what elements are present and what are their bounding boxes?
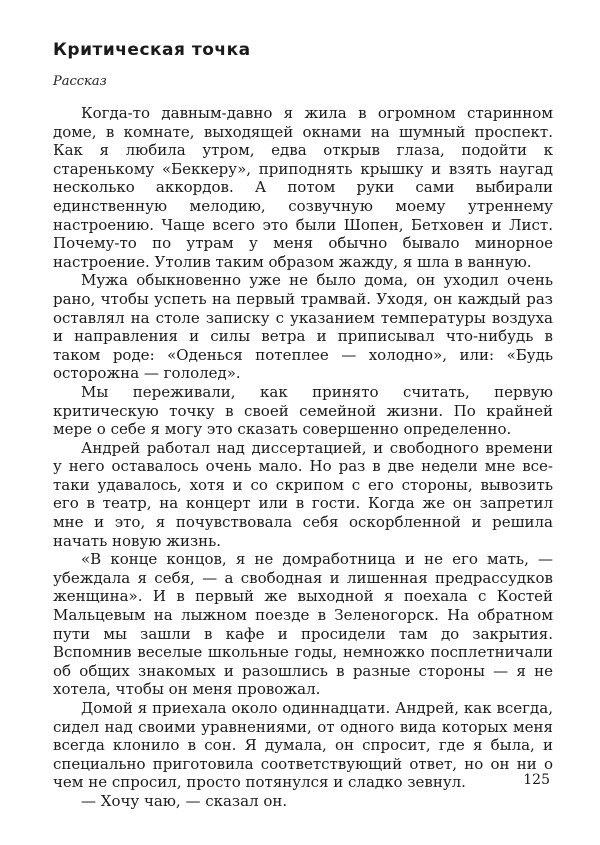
paragraph-2: Мужа обыкновенно уже не было дома, он уходил очень рано, чтобы успеть на первый трамвай. Уходя, он каждый раз оставлял на столе записку с указанием температуры воздуха и направления и силы ветра и приписывал что-нибудь в таком роде: «Оденься потеплее — холодно», или: «Будь осторожна — гололед». bbox=[53, 271, 553, 383]
paragraph-1: Когда-то давным-давно я жила в огромном старинном доме, в комнате, выходящей окнами на шумный проспект. Как я любила утром, едва открыв глаза, подойти к старенькому «Беккеру», приподнять крышку и взять наугад несколько аккордов. А потом руки сами выбирали единственную мелодию, созвучную моему утреннему настроению. Чаще всего это были Шопен, Бетховен и Лист. Почему-то по утрам у меня обычно бывало минорное настроение. Утолив таким образом жажду, я шла в ванную. bbox=[53, 104, 553, 271]
page-number: 125 bbox=[523, 772, 550, 788]
paragraph-7: — Хочу чаю, — сказал он. bbox=[81, 791, 288, 810]
story-body bbox=[53, 104, 553, 811]
paragraph-5: «В конце концов, я не домработница и не его мать, — убеждала я себя, — а свободная и лишенная предрассудков женщина». И в первый же выходной я поехала с Костей Мальцевым на лыжном поезде в Зеленогорск. На обратном пути мы зашли в кафе и просидели там до закрытия. Вспомнив веселые школьные годы, немножко посплетничали об общих знакомых и разошлись в разные стороны — я не хотела, чтобы он меня провожал. bbox=[53, 550, 553, 699]
paragraph-4: Андрей работал над диссертацией, и свободного времени у него оставалось очень мало. Но раз в две недели мне все-таки удавалось, хотя и со скрипом с его стороны, вывозить его в театр, на концерт или в гости. Когда же он запретил мне и это, я почувствовала себя оскорбленной и решила начать новую жизнь. bbox=[53, 438, 553, 550]
story-subtitle: Рассказ bbox=[53, 74, 107, 89]
paragraph-6: Домой я приехала около одиннадцати. Андрей, как всегда, сидел над своими уравнениями, от одного вида которых меня всегда клонило в сон. Я думала, он спросит, где я была, и специально приготовила соответствующий ответ, но он ни о чем не спросил, просто потянулся и сладко зевнул. bbox=[53, 699, 553, 792]
paragraph-3: Мы переживали, как принято считать, первую критическую точку в своей семейной жизни. По крайней мере о себе я могу это сказать совершенно определенно. bbox=[53, 382, 553, 439]
story-title: Критическая точка bbox=[53, 40, 251, 60]
